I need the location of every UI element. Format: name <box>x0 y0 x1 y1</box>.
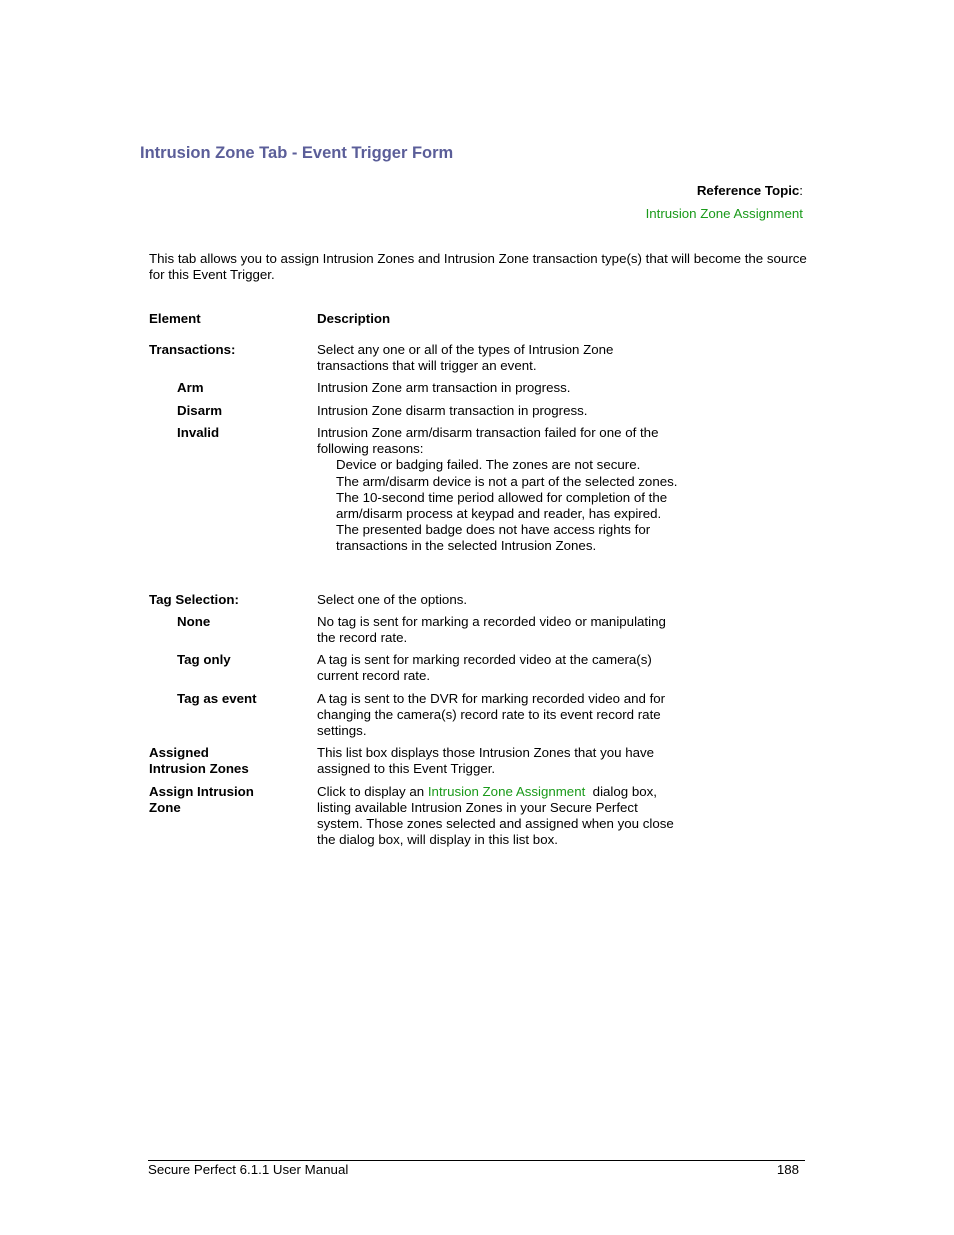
footer-page-number: 188 <box>776 1162 799 1177</box>
element-assigned-intrusion-zones <box>149 745 317 784</box>
invalid-reason: The 10-second time period allowed for completion of the arm/disarm process at keypad and reader, has expired. <box>336 490 668 521</box>
description-transactions: Select any one or all of the types of Intrusion Zone transactions that will trigger an event. <box>317 342 614 373</box>
element-tag-selection: Tag Selection: <box>149 592 239 607</box>
element-assigned-line1: Assigned <box>149 745 209 760</box>
description-tag-as-event: A tag is sent to the DVR for marking recorded video and for changing the camera(s) record rate to its event record rate settings. <box>317 691 666 738</box>
element-disarm: Disarm <box>177 403 223 418</box>
invalid-reason: Device or badging failed. The zones are not secure. <box>336 457 641 472</box>
header-element: Element <box>149 311 201 326</box>
description-tag-selection: Select one of the options. <box>317 592 468 607</box>
footer-divider <box>148 1160 805 1161</box>
description-tag-only: A tag is sent for marking recorded video at the camera(s) current record rate. <box>317 652 652 683</box>
description-assigned-intrusion-zones: This list box displays those Intrusion Zones that you have assigned to this Event Trigger. <box>317 745 655 776</box>
description-none: No tag is sent for marking a recorded video or manipulating the record rate. <box>317 614 666 645</box>
element-tag-only: Tag only <box>177 652 231 667</box>
description-arm: Intrusion Zone arm transaction in progress. <box>317 380 571 395</box>
table-row <box>149 784 687 848</box>
header-description: Description <box>317 311 391 326</box>
description-assign-intrusion-zone <box>317 784 687 848</box>
footer-manual-title: Secure Perfect 6.1.1 User Manual <box>148 1162 349 1177</box>
table-row <box>149 403 687 425</box>
table-row <box>149 592 687 614</box>
invalid-reason: The presented badge does not have access rights for transactions in the selected Intrusion Zones. <box>336 522 651 553</box>
table-row <box>149 652 687 691</box>
reference-topic <box>646 183 803 222</box>
intro-paragraph: This tab allows you to assign Intrusion Zones and Intrusion Zone transaction type(s) that will become the source for this Event Trigger. <box>149 251 807 282</box>
assign-desc-prefix: Click to display an <box>317 784 428 799</box>
table-row <box>149 745 687 784</box>
table-row <box>149 425 687 592</box>
element-tag-as-event: Tag as event <box>177 691 257 706</box>
invalid-reason: The arm/disarm device is not a part of the selected zones. <box>336 474 678 489</box>
description-disarm: Intrusion Zone disarm transaction in progress. <box>317 403 588 418</box>
element-transactions: Transactions: <box>149 342 236 357</box>
element-none: None <box>177 614 211 629</box>
table-header-row <box>149 311 687 342</box>
element-invalid: Invalid <box>177 425 220 440</box>
table-row <box>149 380 687 403</box>
table-row <box>149 342 687 380</box>
element-assign-intrusion-zone <box>149 784 317 848</box>
table-row <box>149 691 687 745</box>
table-row <box>149 614 687 652</box>
element-assign-line2: Zone <box>149 800 181 815</box>
invalid-intro: Intrusion Zone arm/disarm transaction failed for one of the following reasons: <box>317 425 659 456</box>
element-arm: Arm <box>177 380 204 395</box>
reference-topic-label: Reference Topic <box>696 183 800 198</box>
intrusion-zone-assignment-link[interactable]: Intrusion Zone Assignment <box>427 784 586 799</box>
reference-topic-colon: : <box>799 183 803 198</box>
element-assign-line1: Assign Intrusion <box>149 784 254 799</box>
description-invalid <box>317 425 687 592</box>
assign-desc-suffix: dialog box, listing available Intrusion Zones in your Secure Perfect system. Those zones selected and assigned when you close the dialog box, will display in this list box. <box>317 784 678 847</box>
section-title: Intrusion Zone Tab - Event Trigger Form <box>140 144 454 162</box>
reference-topic-link[interactable]: Intrusion Zone Assignment <box>645 206 803 221</box>
element-assigned-line2: Intrusion Zones <box>149 761 249 776</box>
element-description-table <box>149 311 687 848</box>
